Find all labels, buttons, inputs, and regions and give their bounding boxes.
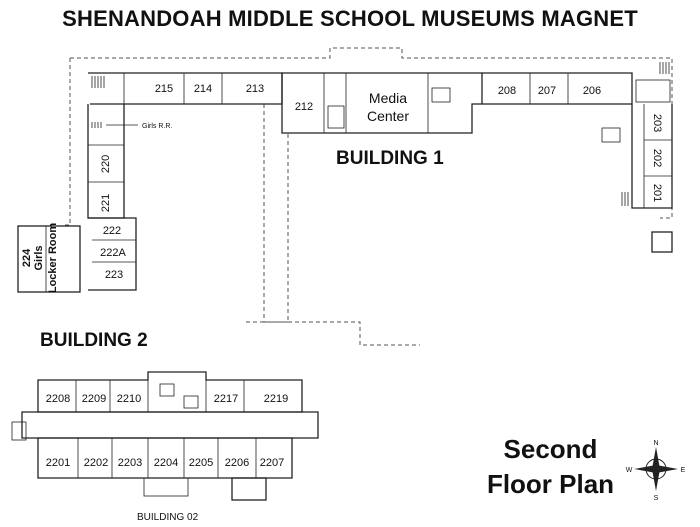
- room-2219: 2219: [263, 393, 289, 405]
- locker-room-label: Locker Room: [47, 222, 59, 294]
- room-2203: 2203: [117, 457, 143, 469]
- media-center-label-line-2: Center: [366, 108, 410, 124]
- building-2: [12, 372, 318, 500]
- room-208: 208: [497, 85, 517, 97]
- girls-restroom-label: Girls R.R.: [142, 123, 173, 130]
- room-207: 207: [537, 85, 557, 97]
- room-223: 223: [104, 269, 124, 281]
- room-201: 201: [651, 183, 663, 203]
- building-1: [18, 48, 672, 345]
- compass-north-label: N: [653, 440, 659, 447]
- building-2-label: BUILDING 2: [40, 330, 148, 351]
- floor-plan-title-line-2: Floor Plan: [486, 469, 615, 499]
- room-206: 206: [582, 85, 602, 97]
- room-2210: 2210: [116, 393, 142, 405]
- room-215: 215: [154, 83, 174, 95]
- room-2217: 2217: [213, 393, 239, 405]
- girls-locker-label: Girls: [33, 245, 45, 271]
- room-2205: 2205: [188, 457, 214, 469]
- room-2204: 2204: [153, 457, 179, 469]
- room-213: 213: [245, 83, 265, 95]
- room-2208: 2208: [45, 393, 71, 405]
- room-2201: 2201: [45, 457, 71, 469]
- room-2209: 2209: [81, 393, 107, 405]
- room-224: 224: [21, 248, 33, 268]
- room-212: 212: [294, 101, 314, 113]
- compass-east-label: E: [680, 467, 686, 474]
- page-title: SHENANDOAH MIDDLE SCHOOL MUSEUMS MAGNET: [62, 6, 638, 31]
- building-2-caption: BUILDING 02: [137, 512, 199, 523]
- room-214: 214: [193, 83, 213, 95]
- compass-south-label: S: [653, 495, 659, 502]
- building-1-stairs: [92, 62, 669, 206]
- room-203: 203: [651, 113, 663, 133]
- room-222a: 222A: [100, 247, 126, 259]
- room-202: 202: [651, 148, 663, 168]
- media-center-label-line-1: Media: [368, 90, 408, 106]
- room-2202: 2202: [83, 457, 109, 469]
- room-220: 220: [100, 154, 112, 174]
- floor-plan-title-line-1: Second: [503, 434, 598, 464]
- building-1-label: BUILDING 1: [336, 148, 444, 169]
- room-2207: 2207: [259, 457, 285, 469]
- compass-west-label: W: [625, 467, 633, 474]
- compass-rose-icon: [626, 440, 686, 502]
- room-221: 221: [100, 193, 112, 213]
- room-2206: 2206: [224, 457, 250, 469]
- room-222: 222: [102, 225, 122, 237]
